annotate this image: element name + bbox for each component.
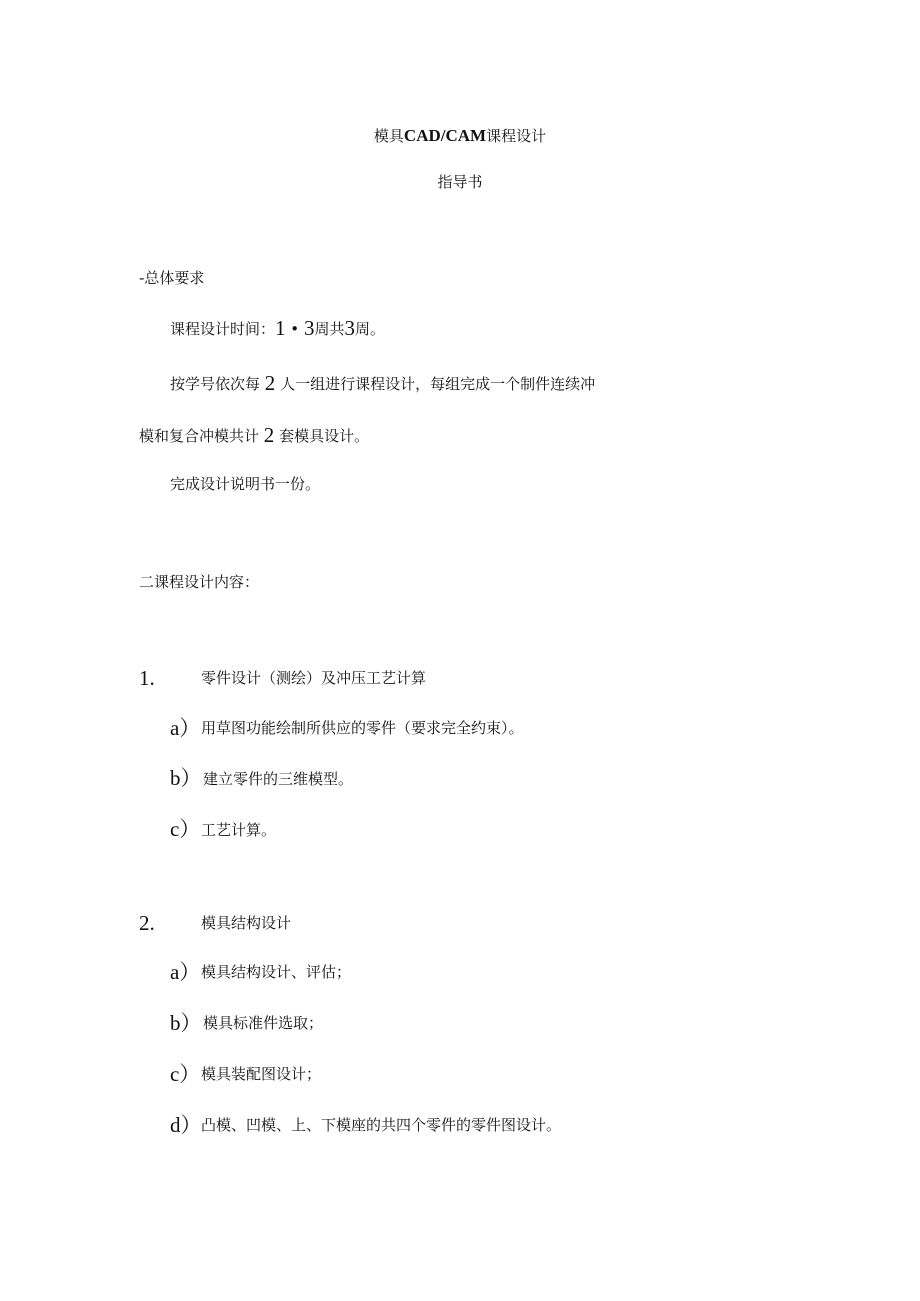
p1-num-2: 3 bbox=[303, 316, 315, 340]
p2-num: 2 bbox=[264, 371, 276, 395]
item2-title: 模具结构设计 bbox=[201, 914, 292, 932]
p2b-text-a: 模和复合冲模共计 bbox=[139, 427, 260, 445]
title-latin: CAD/CAM bbox=[403, 126, 487, 145]
item1-sub-b-marker: b） bbox=[170, 766, 202, 790]
section1-paragraph-time bbox=[170, 318, 385, 339]
item2-sub-c-text: 模具装配图设计； bbox=[201, 1065, 322, 1083]
p1-dot: • bbox=[290, 320, 300, 338]
item1-sub-b-text: 建立零件的三维模型。 bbox=[203, 770, 354, 788]
p2-text-a: 按学号依次每 bbox=[170, 375, 261, 393]
p1-text-b: 周共 bbox=[314, 320, 345, 338]
p1-text-a: 课程设计时间： bbox=[170, 320, 276, 338]
p2b-text-b: 套模具设计。 bbox=[279, 427, 370, 445]
item1-title: 零件设计（测绘）及冲压工艺计算 bbox=[201, 669, 427, 687]
p1-num-3: 3 bbox=[344, 316, 355, 340]
document-title bbox=[0, 126, 920, 146]
item1-number: 1. bbox=[139, 666, 155, 690]
item1-sub-a-text: 用草图功能绘制所供应的零件（要求完全约束）。 bbox=[201, 719, 524, 737]
item2-sub-b-text: 模具标准件选取； bbox=[203, 1014, 324, 1032]
section1-paragraph-group-cont bbox=[139, 425, 369, 446]
item2-sub-b-marker: b） bbox=[170, 1011, 202, 1035]
item1-sub-c-marker: c） bbox=[170, 817, 201, 841]
p2-text-b: 人一组进行课程设计，每组完成一个制件连续冲 bbox=[280, 375, 596, 393]
item2-number: 2. bbox=[139, 911, 155, 935]
title-prefix: 模具 bbox=[373, 127, 404, 145]
title-suffix: 课程设计 bbox=[486, 127, 547, 145]
item2-sub-c-marker: c） bbox=[170, 1062, 201, 1086]
section1-paragraph-report: 完成设计说明书一份。 bbox=[170, 475, 321, 493]
section1-paragraph-group bbox=[170, 373, 595, 394]
item2-sub-d-marker: d） bbox=[170, 1113, 202, 1137]
p2b-num: 2 bbox=[263, 423, 275, 447]
section1-heading: -总体要求 bbox=[139, 269, 205, 287]
item1-sub-c-text: 工艺计算。 bbox=[201, 821, 277, 839]
document-subtitle: 指导书 bbox=[437, 173, 483, 191]
item2-sub-d-text: 凸模、凹模、上、下模座的共四个零件的零件图设计。 bbox=[201, 1116, 562, 1134]
p1-text-c: 周。 bbox=[354, 320, 385, 338]
item2-sub-a-marker: a） bbox=[170, 960, 201, 984]
item2-sub-a-text: 模具结构设计、评估； bbox=[201, 963, 352, 981]
item1-sub-a-marker: a） bbox=[170, 716, 201, 740]
section2-heading: 二课程设计内容： bbox=[139, 573, 260, 591]
p1-num-1: 1 bbox=[275, 316, 286, 340]
